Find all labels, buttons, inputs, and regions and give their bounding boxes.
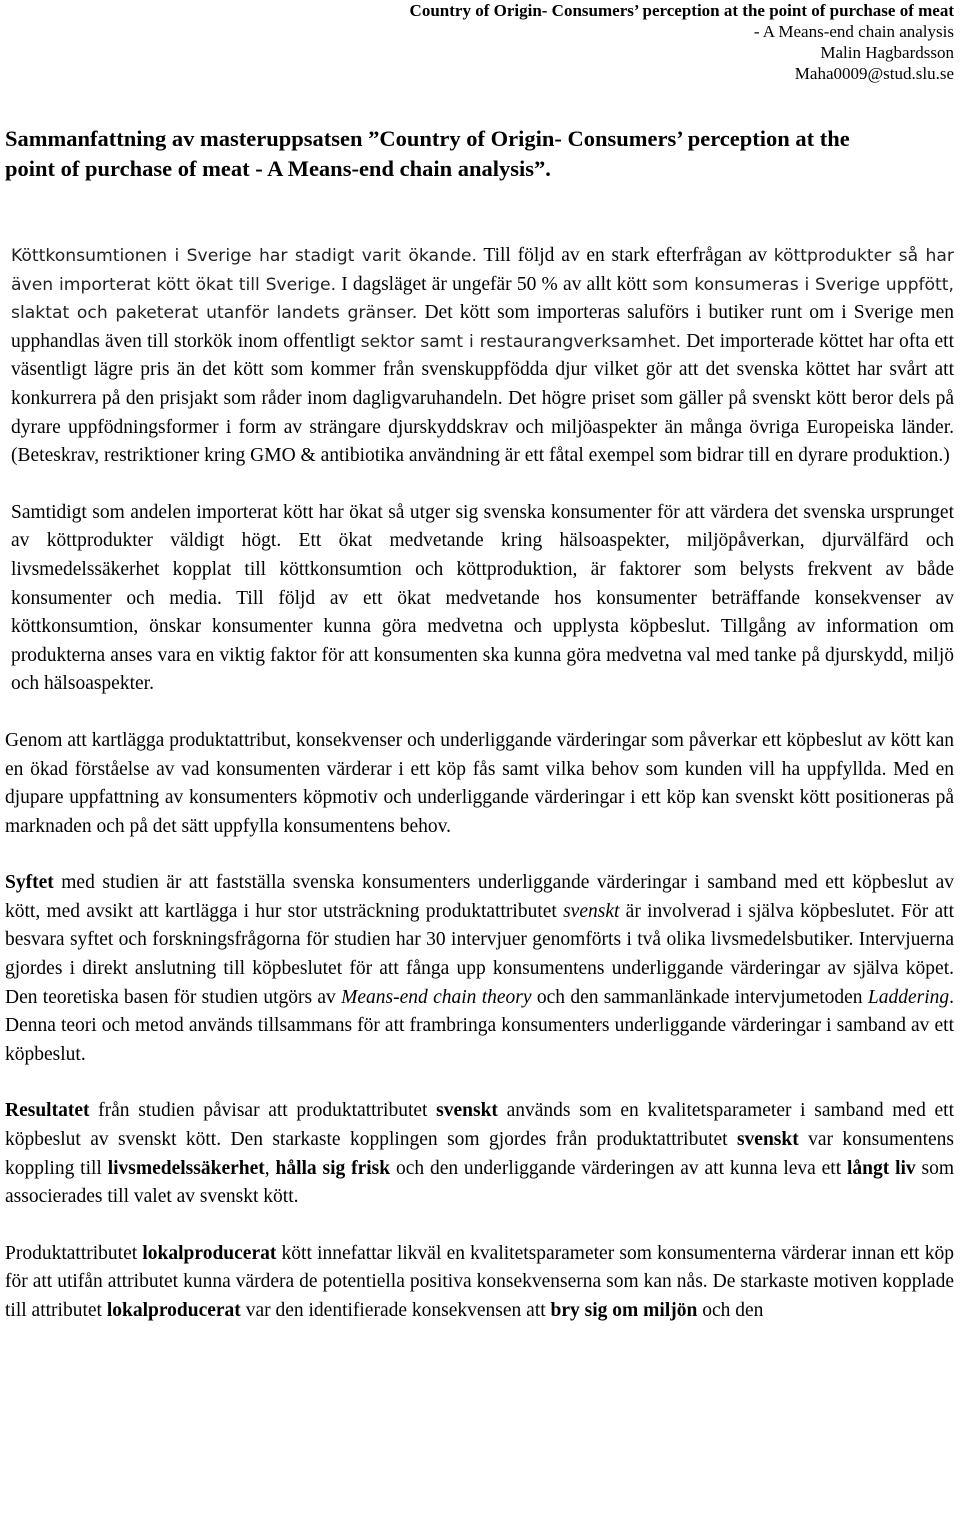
document-header <box>5 0 954 84</box>
paragraph-5-text-3: var konsumentens koppling till <box>5 1129 954 1179</box>
header-author: Malin Hagbardsson <box>820 43 954 62</box>
paragraph-6-text-4: och den <box>697 1300 764 1321</box>
header-subtitle: - A Means-end chain analysis <box>753 22 954 41</box>
title-line-2: point of purchase of meat - A Means-end chain analysis”. <box>5 156 551 181</box>
paragraph-5-text-1: från studien påvisar att produktattributet <box>89 1100 437 1122</box>
paragraph-1-sentence-4: I dagsläget är ungefär 50 % av allt kött <box>336 273 653 295</box>
svenskt-bold-term-2: svenskt <box>736 1129 799 1151</box>
means-end-theory-term: Means-end chain theory <box>341 986 532 1008</box>
paragraph-5-text-2: används som en kvalitetsparameter i samband med ett köpbeslut av svenskt kött. Den starkaste kopplingen som gjordes från produktattributet <box>5 1100 955 1151</box>
paragraph-1-sentence-1: Köttkonsumtionen i Sverige har stadigt varit ökande. <box>11 246 477 266</box>
paragraph-6-text-1: Produktattributet <box>5 1242 143 1264</box>
paragraph-2-text: Samtidigt som andelen importerat kött har ökat så utger sig svenska konsumenter för att värdera det svenska ursprunget av köttprodukter väldigt högt. Ett ökat medvetande kring hälsoaspekter, miljöpåverkan, djurvälfärd och livsmedelssäkerhet kopplat till köttkonsumtion och köttproduktion, är faktorer som belysts frekvent av både konsumenter och media. Till följd av ett ökat medvetande hos konsumenter beträffande konsekvenser av köttkonsumtion, önskar konsumenter kunna göra medvetna och upplysta köpbeslut. Tillgång av information om produkterna anses vara en viktig faktor för att konsumenten ska kunna göra medvetna val med tanke på djurskydd, miljö och hälsoaspekter. <box>11 501 954 695</box>
livsmedelssakerhet-term: livsmedelssäkerhet <box>107 1157 265 1179</box>
paragraph-5 <box>5 1097 954 1211</box>
paragraph-4-text-2: är involverad i själva köpbeslutet. För att besvara syftet och forskningsfrågorna för studien har 30 intervjuer genomförts i två olika livsmedelsbutiker. Intervjuerna gjordes i direkt anslutning till köpbeslutet för att fånga upp konsumentens underliggande värderingar av själva köpet. Den teoretiska basen för studien utgörs av <box>5 900 955 1008</box>
lokalproducerat-term-2: lokalproducerat <box>106 1300 241 1321</box>
paragraph-1-sentence-8: Det importerade köttet har ofta ett väsentligt lägre pris än det kött som kommer från svenskuppfödda djur vilket gör att det svenska köttet har svårt att konkurrera på den prisjakt som råder inom dagligvaruhandeln. Det högre priset som gäller på svenskt kött beror dels på dyrare uppfödningsformer i form av strängare djurskyddskrav och miljöaspekter än många övriga Europeiska länder. (Beteskrav, restriktioner kring GMO & antibiotika användning är ett fåtal exempel som bidrar till en dyrare produktion.) <box>11 330 954 467</box>
header-email: Maha0009@stud.slu.se <box>794 64 954 83</box>
paragraph-1-sentence-5: som konsumeras i Sverige uppfött, slaktat och paketerat utanför landets gränser. <box>11 274 954 324</box>
svenskt-bold-term-1: svenskt <box>436 1100 498 1122</box>
bry-sig-om-miljon-term: bry sig om miljön <box>550 1300 698 1321</box>
paragraph-4-text-4: . Denna teori och metod används tillsammans för att frambringa konsumenters underliggande värderingar i samband av ett köpbeslut. <box>5 986 954 1065</box>
paragraph-6-text-2: kött innefattar likväl en kvalitetsparameter som konsumenterna värderar innan ett köp för att utifån attributet kunna värdera de potentiella positiva konsekvenserna som kan nås. De starkaste motiven kopplade till attributet <box>5 1242 955 1321</box>
paragraph-4-text-3: och den sammanlänkade intervjumetoden <box>531 986 868 1008</box>
header-title: Country of Origin- Consumers’ perception at the point of purchase of meat <box>409 1 954 20</box>
paragraph-1-sentence-2: Till följd av en stark efterfrågan av <box>476 245 774 266</box>
syftet-term: Syftet <box>5 872 54 894</box>
paragraph-3-text: Genom att kartlägga produktattribut, konsekvenser och underliggande värderingar som påverkar ett köpbeslut av kött kan en ökad förståelse av vad konsumenten värderar i ett köp fås samt vilka behov som kunden vill ha uppfyllda. Med en djupare uppfattning av konsumenters köpmotiv och underliggande värderingar i ett köp kan svenskt kött positioneras på marknaden och på det sätt uppfylla konsumentens behov. <box>5 729 954 837</box>
paragraph-2 <box>5 499 954 699</box>
resultatet-term: Resultatet <box>5 1100 90 1122</box>
paragraph-1 <box>5 242 954 471</box>
paragraph-6-text-3: var den identifierade konsekvensen att <box>240 1300 551 1321</box>
title-line-1: Sammanfattning av masteruppsatsen ”Country of Origin- Consumers’ perception at the <box>5 126 850 151</box>
paragraph-5-text-4: och den underliggande värderingen av att kunna leva ett <box>390 1157 847 1179</box>
paragraph-5-comma: , <box>264 1157 276 1179</box>
paragraph-1-sentence-3: köttprodukter så har även importerat kött ökat till Sverige. <box>11 246 954 295</box>
lokalproducerat-term-1: lokalproducerat <box>142 1242 277 1264</box>
laddering-term: Laddering <box>867 986 950 1008</box>
langt-liv-term: långt liv <box>846 1157 916 1179</box>
halla-sig-frisk-term: hålla sig frisk <box>275 1157 391 1179</box>
paragraph-4 <box>5 869 954 1069</box>
svenskt-italic-term: svenskt <box>563 900 620 922</box>
paragraph-5-text-5: som associerades till valet av svenskt kött. <box>5 1157 955 1208</box>
paragraph-1-sentence-7: sektor samt i restaurangverksamhet. <box>360 331 682 352</box>
paragraph-1-sentence-6: Det kött som importeras saluförs i butiker runt om i Sverige men upphandlas även till storkök inom offentligt <box>11 302 954 352</box>
paragraph-4-text-1: med studien är att fastställa svenska konsumenters underliggande värderingar i samband med ett köpbeslut av kött, med avsikt att kartlägga i hur stor utsträckning produktattributet <box>5 872 954 922</box>
paragraph-3 <box>5 727 954 841</box>
paragraph-6 <box>5 1240 954 1326</box>
document-title <box>5 124 954 184</box>
